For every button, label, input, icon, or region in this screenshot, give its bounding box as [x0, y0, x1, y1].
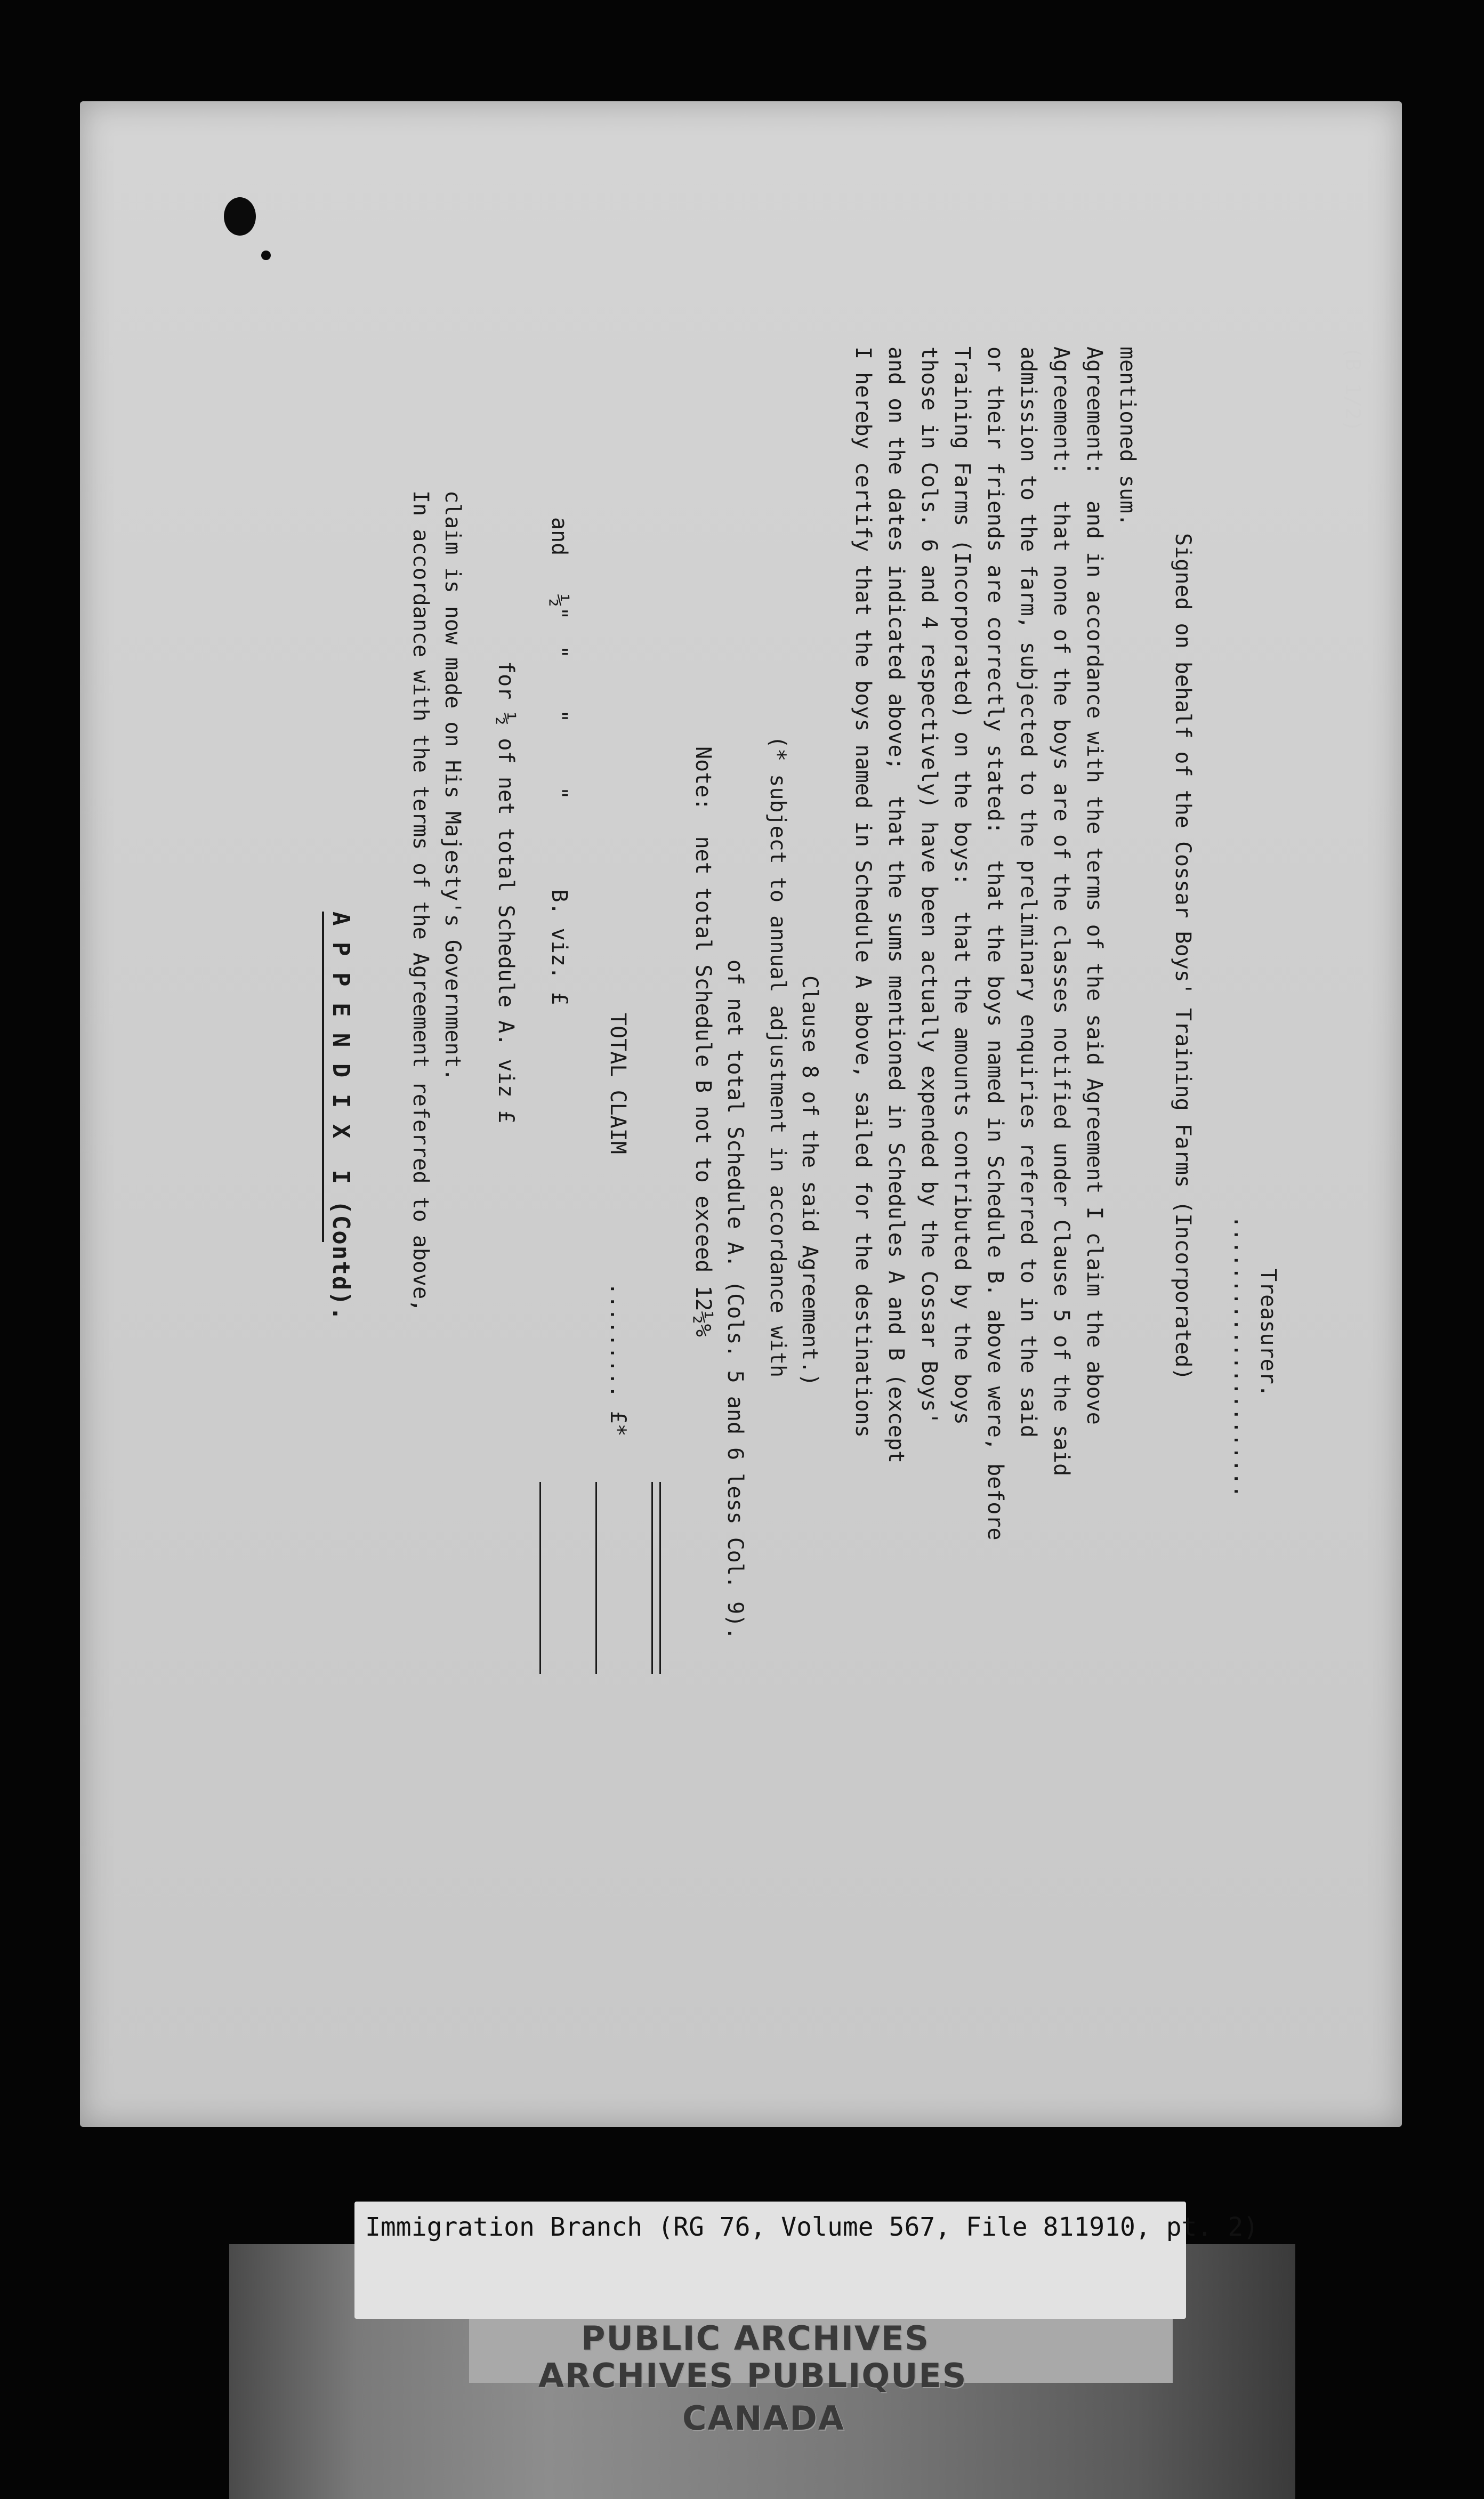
signature-dots: ......................: [1229, 1215, 1254, 1498]
title-underline: [322, 912, 324, 1242]
certification-line-6: admission to the farm, subjected to the preliminary enquiries referred to in the said: [1016, 346, 1041, 1438]
note-line-1: Note: net total Schedule B not to exceed 12½%: [691, 746, 715, 1337]
certification-line-1: I hereby certify that the boys named in Schedule A above, sailed for the destinations: [851, 346, 875, 1438]
archive-stamp-line-3: CANADA: [682, 2399, 845, 2438]
rotated-document-text: [117, 203, 1290, 2015]
corner-reference: (B 1/2): [1341, 346, 1365, 432]
total-claim: TOTAL CLAIM ......... £*: [606, 1013, 630, 1437]
treasurer-label: Treasurer.: [1256, 1269, 1280, 1397]
claim-line-schedule-b: and ½" " " " B. viz. £: [547, 517, 571, 1005]
archive-label: [354, 2202, 1259, 2319]
intro-line-1: In accordance with the terms of the Agreement referred to above,: [408, 490, 433, 1312]
page-title: A P P E N D I X I (Contd).: [327, 912, 354, 1322]
total-double-rule-1: [651, 1482, 653, 1674]
total-double-rule-2: [659, 1482, 661, 1674]
certification-line-3: those in Cols. 6 and 4 respectively) have been actually expended by the Cossar Boys': [917, 346, 941, 1425]
amount-line-b: [595, 1482, 597, 1674]
amount-line-a: [539, 1482, 541, 1674]
note-line-2: of net total Schedule A. (Cols. 5 and 6 less Col. 9).: [723, 960, 747, 1640]
intro-line-2: claim is now made on His Majesty's Government.: [440, 490, 465, 1081]
certification-line-5: or their friends are correctly stated: that the boys named in Schedule B. above were, before: [983, 346, 1007, 1541]
certification-line-2: and on the dates indicated above; that the sums mentioned in Schedules A and B (except: [884, 346, 908, 1464]
archive-stamp-line-2: ARCHIVES PUBLIQUES: [538, 2356, 967, 2395]
certification-line-9: mentioned sum.: [1115, 346, 1140, 527]
archive-stamp-line-1: PUBLIC ARCHIVES: [581, 2319, 930, 2358]
note-line-4: Clause 8 of the said Agreement.): [797, 976, 822, 1386]
note-line-3: (* subject to annual adjustment in accordance with: [765, 736, 790, 1378]
certification-line-7: Agreement: that none of the boys are of the classes notified under Clause 5 of the said: [1049, 346, 1074, 1477]
signed-on-behalf: Signed on behalf of the Cossar Boys' Training Farms (Incorporated): [1171, 533, 1195, 1381]
certification-line-4: Training Farms (Incorporated) on the boys: that the amounts contributed by the boys: [950, 346, 974, 1425]
archive-reference: Immigration Branch (RG 76, Volume 567, File 811910, pt. 2): [365, 2212, 1259, 2242]
certification-line-8: Agreement: and in accordance with the terms of the said Agreement I claim the above: [1082, 346, 1107, 1425]
claim-line-schedule-a: for ½ of net total Schedule A. viz £: [494, 661, 518, 1123]
